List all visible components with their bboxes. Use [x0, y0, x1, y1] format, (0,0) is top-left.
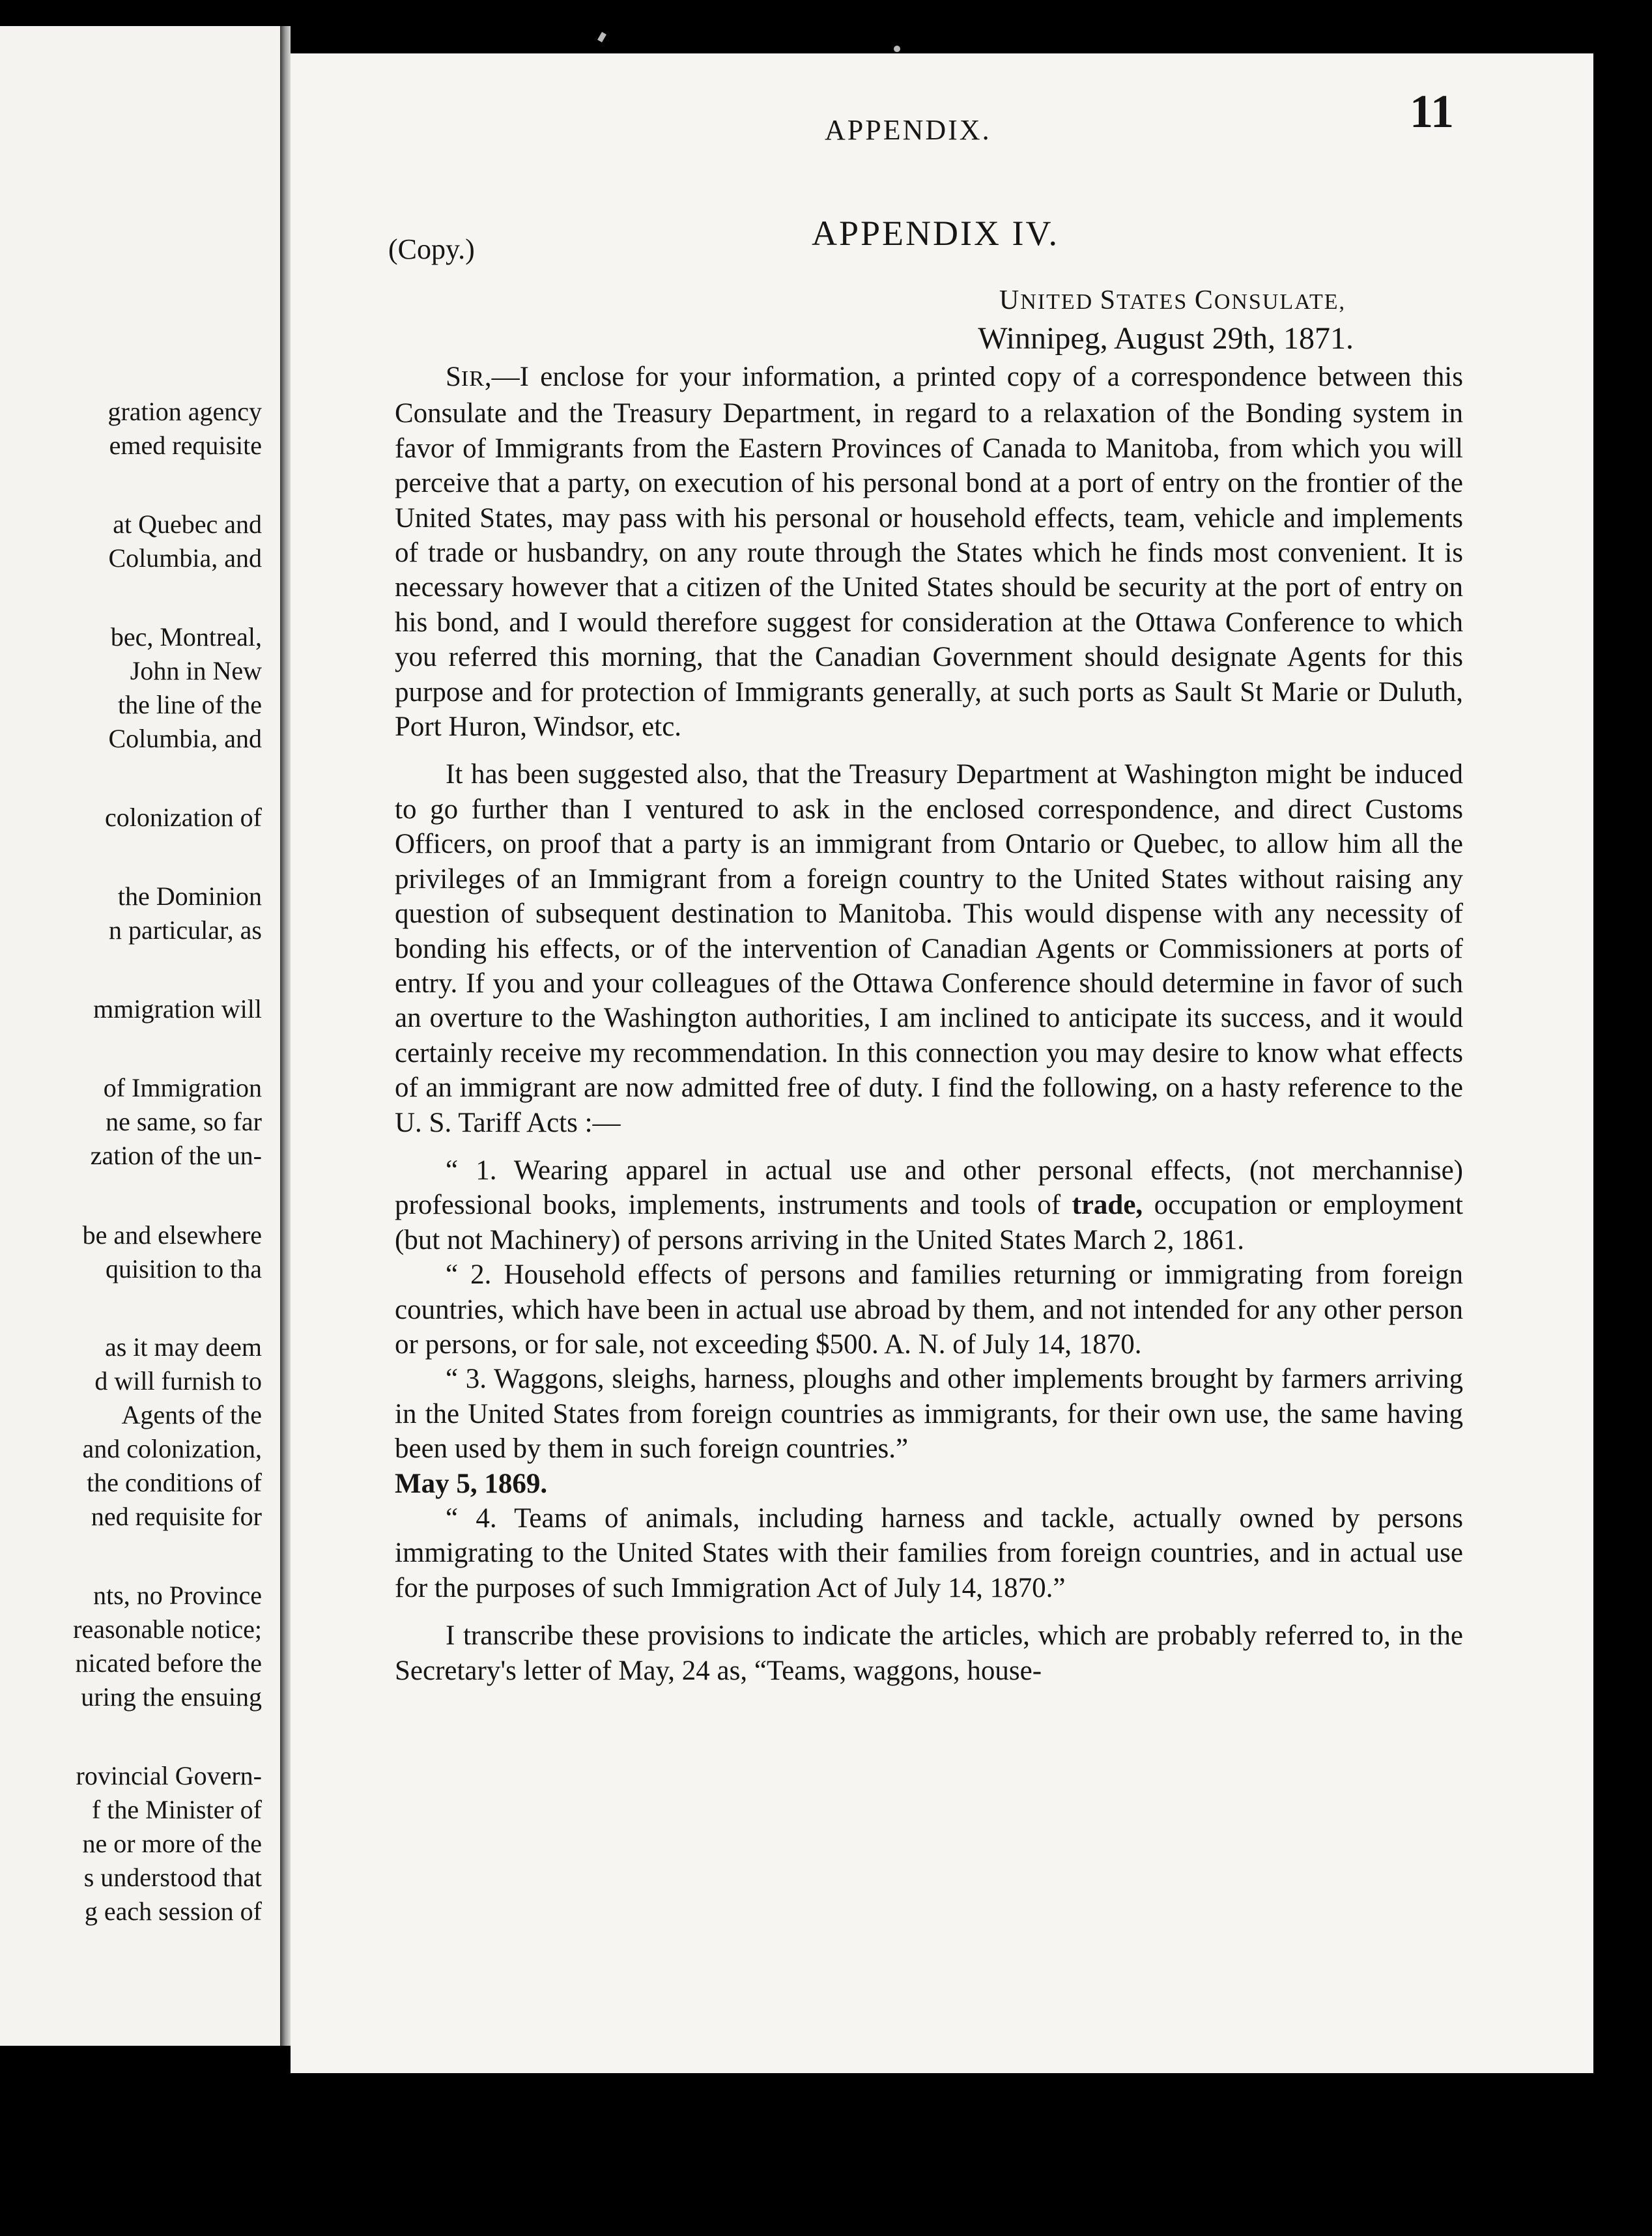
left-page-line: ned requisite for: [91, 1502, 262, 1531]
left-page-line: the Dominion: [117, 882, 262, 911]
left-page-line: Agents of the: [121, 1400, 262, 1429]
left-page-line: s understood that: [83, 1863, 262, 1892]
left-page-line: bec, Montreal,: [110, 622, 262, 652]
left-page-line: n particular, as: [109, 915, 262, 945]
sender-part: S: [1100, 285, 1117, 315]
tariff-text: “ 1. Wearing apparel in actual use and other personal effects, (not merchannise) professional books, implements, instruments and tools of: [395, 1154, 1463, 1221]
sender-part: U: [999, 285, 1021, 315]
left-page-line: uring the ensuing: [81, 1682, 262, 1712]
book-gutter: [280, 26, 291, 2046]
sender-part: NITED: [1020, 290, 1100, 314]
scan-border: [0, 2073, 1652, 2236]
salutation: IR: [461, 367, 485, 391]
left-page-line: mmigration will: [93, 994, 262, 1024]
letter-paragraph: I transcribe these provisions to indicate the articles, which are probably referred to, in the Secretary's letter of May, 24 as, “Teams, waggons, house-: [395, 1620, 1463, 1686]
left-page-line: reasonable notice;: [73, 1614, 262, 1644]
left-page-line: John in New: [130, 656, 262, 685]
letter-paragraph: It has been suggested also, that the Treasury Department at Washington might be induced to go further than I ventured to ask in the enclosed correspondence, and direct Customs Officers, on proof that a party is an immigrant from Ontario or Quebec, to allow him all the privileges of an Immigrant from a foreign country to the United States without raising any question of subsequent destination to Manitoba. This would dispense with any necessity of bonding his effects, or of the intervention of Canadian Agents or Commissioners at ports of entry. If you and your colleagues of the Ottawa Conference should determine in favor of such an overture to the Washington authorities, I am inclined to anticipate its success, and it would certainly receive my recommendation. In this connection you may desire to know what effects of an immigrant are now admitted free of duty. I find the following, on a hasty reference to the U. S. Tariff Acts :—: [395, 759, 1463, 1138]
tariff-item: [395, 1362, 1463, 1501]
tariff-date: May 5, 1869.: [395, 1468, 548, 1499]
copy-note: (Copy.): [388, 233, 475, 265]
left-page-line: f the Minister of: [91, 1795, 262, 1824]
scan-speck: [894, 46, 900, 52]
left-page-line: ne or more of the: [82, 1829, 262, 1858]
tariff-date: March 2, 1861.: [1073, 1224, 1245, 1255]
left-page-line: and colonization,: [82, 1434, 262, 1463]
left-page-line: nicated before the: [75, 1648, 262, 1678]
left-page-line: Columbia, and: [108, 543, 262, 573]
left-page-line: the conditions of: [87, 1468, 262, 1497]
left-page-line: emed requisite: [109, 431, 262, 460]
sender-part: TATES: [1117, 290, 1195, 314]
left-page-line: gration agency: [107, 397, 262, 426]
tariff-item: [395, 1153, 1463, 1257]
left-page-fragment: [0, 26, 280, 2046]
left-page-line: of Immigration: [103, 1073, 262, 1102]
sender-part: C: [1194, 285, 1214, 315]
tariff-text-bold: trade,: [1072, 1190, 1143, 1221]
left-page-line: zation of the un-: [90, 1141, 262, 1170]
right-page: [291, 53, 1593, 2073]
left-page-line: g each session of: [84, 1897, 262, 1926]
dateline: Winnipeg, August 29th, 1871.: [978, 321, 1354, 356]
left-page-line: at Quebec and: [113, 509, 262, 539]
left-page-line: quisition to tha: [106, 1254, 262, 1283]
left-page-line: the line of the: [117, 690, 262, 719]
paragraph-text: ,—I enclose for your information, a printed copy of a correspondence between this Consulate and the Treasury Department, in regard to a relaxation of the Bonding system in favor of Immigrants from the Eastern Provinces of Canada to Manitoba, from which you will perceive that a party, on execution of his personal bond at a port of entry on the frontier of the United States, may pass with his personal or household effects, team, vehicle and implements of trade or husbandry, on any route through the States which he finds most convenient. It is necessary however that a citizen of the United States should be security at the port of entry on his bond, and I would therefore suggest for consideration at the Ottawa Conference to which you referred this morning, that the Canadian Government should designate Agents for this purpose and for protection of Immigrants generally, at such ports as Sault St Marie or Duluth, Port Huron, Windsor, etc.: [395, 362, 1463, 743]
running-head: APPENDIX.: [825, 114, 991, 146]
left-page-line: d will furnish to: [94, 1366, 262, 1396]
left-page-line: nts, no Province: [93, 1581, 262, 1610]
sender-heading: [999, 285, 1346, 316]
salutation: S: [446, 362, 461, 392]
page-number: 11: [1410, 85, 1455, 137]
appendix-title: APPENDIX IV.: [812, 214, 1060, 253]
letter-paragraph: [395, 360, 1463, 744]
scan-speck: [597, 32, 606, 42]
left-page-line: colonization of: [104, 803, 262, 832]
left-page-line: be and elsewhere: [82, 1220, 262, 1250]
left-page-line: Columbia, and: [108, 724, 262, 753]
sender-part: ONSULATE,: [1214, 290, 1346, 314]
scan-border: [1593, 53, 1652, 2073]
tariff-text: “ 3. Waggons, sleighs, harness, ploughs and other implements brought by farmers arriving in the United States from foreign countries as immigrants, for their own use, the same having been used by them in such foreign countries.”: [395, 1364, 1463, 1465]
left-page-line: as it may deem: [104, 1332, 262, 1362]
tariff-item: “ 2. Household effects of persons and families returning or immigrating from foreign countries, which have been in actual use abroad by them, and not intended for any other person or persons, or for sale, not exceeding $500. A. N. of July 14, 1870.: [395, 1259, 1463, 1360]
tariff-item: “ 4. Teams of animals, including harness and tackle, actually owned by persons immigrating to the United States with their families from foreign countries, and in actual use for the purposes of such Immigration Act of July 14, 1870.”: [395, 1503, 1463, 1603]
letter-body: [395, 360, 1463, 1688]
left-page-line: ne same, so far: [106, 1107, 262, 1136]
tariff-text: occupation or employment (but not Machinery) of persons arriving in the United States: [395, 1190, 1463, 1255]
left-page-line: rovincial Govern-: [76, 1761, 262, 1790]
